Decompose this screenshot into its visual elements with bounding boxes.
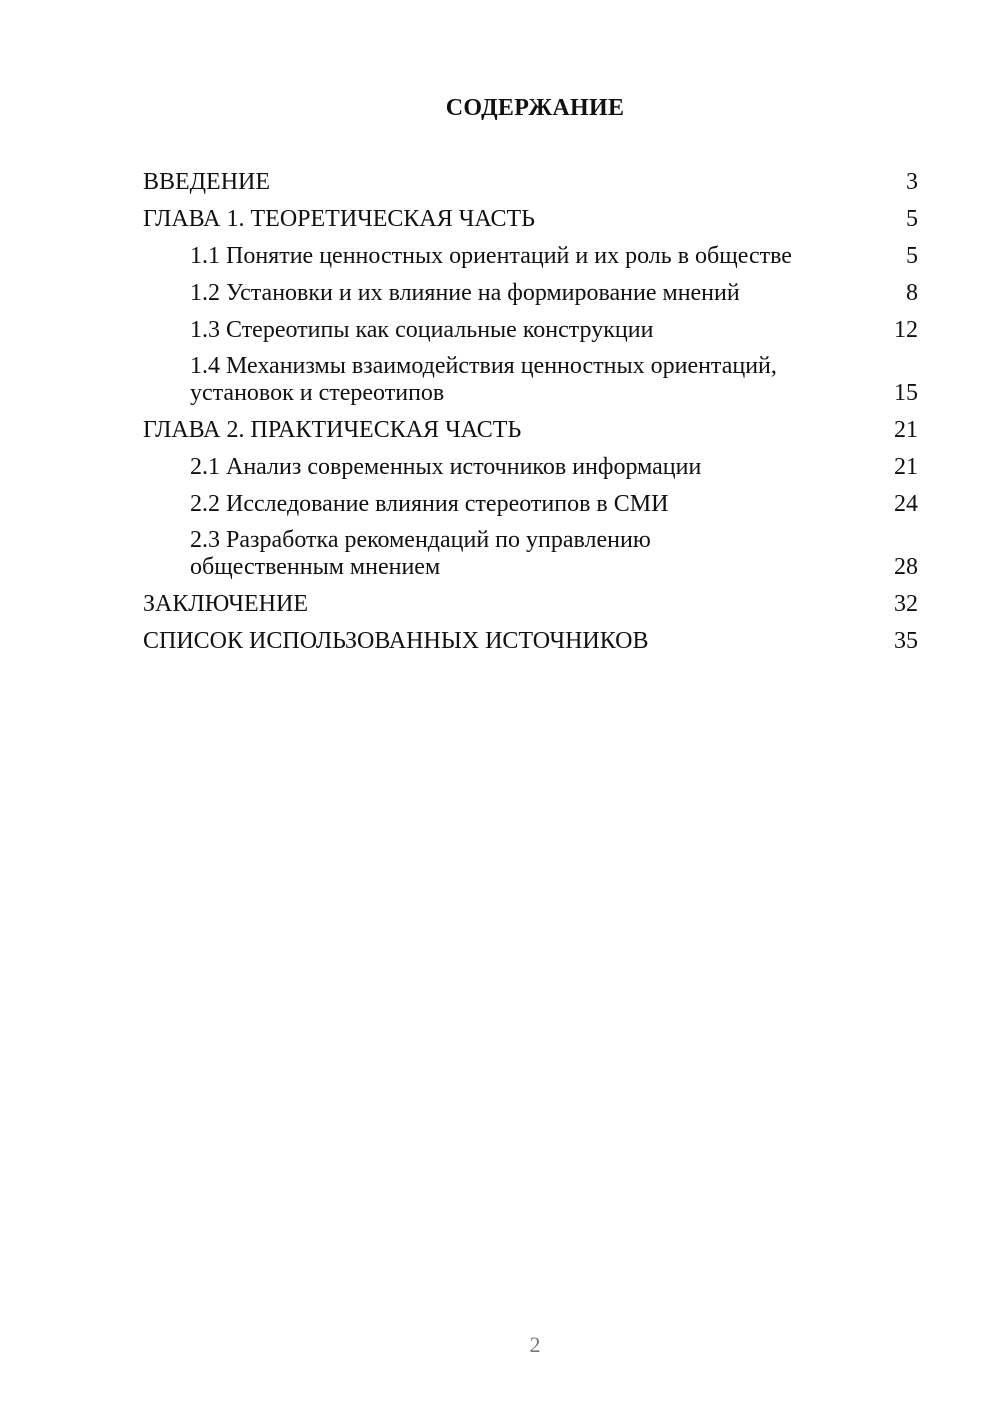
toc-entry-page: 3 <box>906 169 918 195</box>
toc-entry-section-2-2[interactable] <box>143 490 918 518</box>
toc-entry-page: 5 <box>906 206 918 232</box>
toc-entry-conclusion[interactable] <box>143 590 918 618</box>
toc-entry-text: 1.1 Понятие ценностных ориентаций и их роль в обществе <box>190 243 792 269</box>
toc-entry-text: 1.2 Установки и их влияние на формирование мнений <box>190 280 740 306</box>
toc-entry-page: 24 <box>894 491 918 517</box>
toc-entry-section-1-4[interactable] <box>143 353 918 407</box>
toc-entry-text: 2.3 Разработка рекомендаций по управлению общественным мнением <box>190 527 651 580</box>
toc-entry-page: 15 <box>894 380 918 406</box>
toc-entry-page: 5 <box>906 243 918 269</box>
toc-entry-page: 28 <box>894 554 918 580</box>
toc-entry-chapter-1[interactable] <box>143 205 918 233</box>
toc-entry-page: 8 <box>906 280 918 306</box>
toc-entry-text: 2.2 Исследование влияния стереотипов в СМИ <box>190 491 669 517</box>
toc-entry-page: 21 <box>894 454 918 480</box>
toc-entry-page: 35 <box>894 628 918 654</box>
toc-entry-introduction[interactable] <box>143 168 918 196</box>
toc-entry-page: 32 <box>894 591 918 617</box>
toc-entry-section-1-1[interactable] <box>143 242 918 270</box>
toc-entry-section-2-1[interactable] <box>143 453 918 481</box>
page-number: 2 <box>529 1332 541 1357</box>
toc-entry-page: 21 <box>894 417 918 443</box>
toc-entry-text: ГЛАВА 1. ТЕОРЕТИЧЕСКАЯ ЧАСТЬ <box>143 206 535 232</box>
toc-entry-section-1-2[interactable] <box>143 279 918 307</box>
toc-entry-text: ЗАКЛЮЧЕНИЕ <box>143 591 308 617</box>
toc-entry-text: СПИСОК ИСПОЛЬЗОВАННЫХ ИСТОЧНИКОВ <box>143 628 649 654</box>
toc-entry-text: 2.1 Анализ современных источников информации <box>190 454 702 480</box>
toc-entry-section-1-3[interactable] <box>143 316 918 344</box>
toc-entry-section-2-3[interactable] <box>143 527 918 581</box>
table-of-contents <box>143 168 918 664</box>
toc-entry-references[interactable] <box>143 627 918 655</box>
toc-entry-text: ВВЕДЕНИЕ <box>143 169 271 195</box>
toc-entry-text: 1.4 Механизмы взаимодействия ценностных ориентаций, установок и стереотипов <box>190 353 777 406</box>
toc-entry-chapter-2[interactable] <box>143 416 918 444</box>
toc-entry-text: 1.3 Стереотипы как социальные конструкции <box>190 317 654 343</box>
page-title: СОДЕРЖАНИЕ <box>445 95 625 121</box>
toc-entry-text: ГЛАВА 2. ПРАКТИЧЕСКАЯ ЧАСТЬ <box>143 417 522 443</box>
toc-entry-page: 12 <box>894 317 918 343</box>
